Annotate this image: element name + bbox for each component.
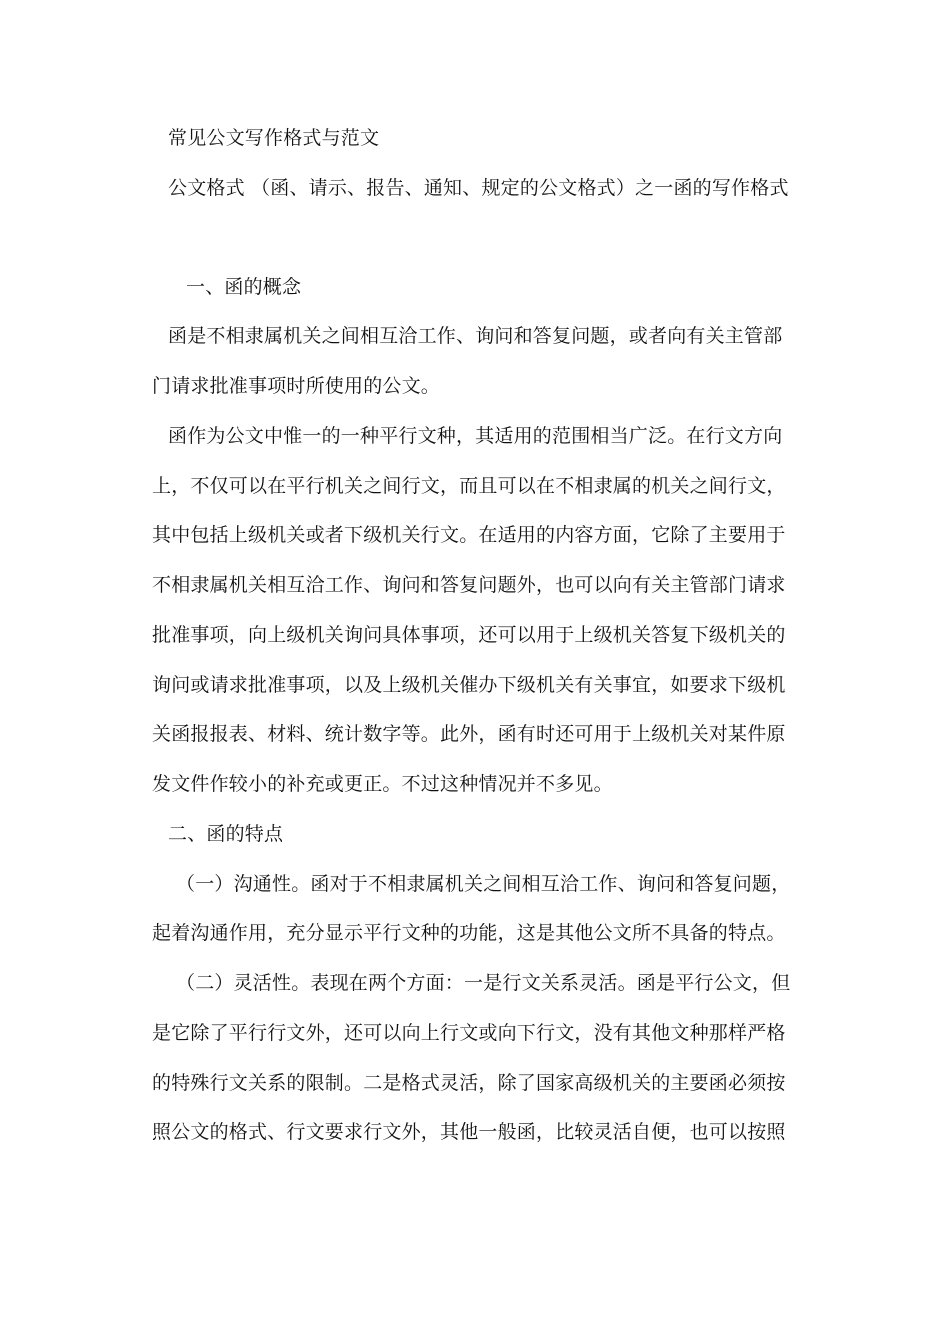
document-subtitle: 公文格式 （函、请示、报告、通知、规定的公文格式）之一函的写作格式 <box>168 177 789 199</box>
paragraph-line: 函是不相隶属机关之间相互洽工作、询问和答复问题，或者向有关主管部 <box>168 325 783 347</box>
paragraph-line: 发文件作较小的补充或更正。不过这种情况并不多见。 <box>152 773 613 795</box>
paragraph-line: 其中包括上级机关或者下级机关行文。在适用的内容方面，它除了主要用于 <box>152 524 786 546</box>
paragraph-line: 函作为公文中惟一的一种平行文种，其适用的范围相当广泛。在行文方向 <box>168 425 783 447</box>
paragraph-line: 批准事项，向上级机关询问具体事项，还可以用于上级机关答复下级机关的 <box>152 624 786 646</box>
section-heading-concept: 一、函的概念 <box>186 276 302 298</box>
paragraph-line: 询问或请求批准事项，以及上级机关催办下级机关有关事宜，如要求下级机 <box>152 674 786 696</box>
paragraph-line: 的特殊行文关系的限制。二是格式灵活，除了国家高级机关的主要函必须按 <box>152 1072 786 1094</box>
paragraph-line: 照公文的格式、行文要求行文外，其他一般函，比较灵活自便，也可以按照 <box>152 1121 786 1143</box>
paragraph-line: （一）沟通性。函对于不相隶属机关之间相互洽工作、询问和答复问题， <box>176 873 791 895</box>
paragraph-line: 起着沟通作用，充分显示平行文种的功能，这是其他公文所不具备的特点。 <box>152 922 786 944</box>
paragraph-line: 门请求批准事项时所使用的公文。 <box>152 375 441 397</box>
document-title: 常见公文写作格式与范文 <box>168 127 380 149</box>
paragraph-line: 不相隶属机关相互洽工作、询问和答复问题外，也可以向有关主管部门请求 <box>152 574 786 596</box>
paragraph-line: 关函报报表、材料、统计数字等。此外，函有时还可用于上级机关对某件原 <box>152 723 786 745</box>
paragraph-line: 是它除了平行行文外，还可以向上行文或向下行文，没有其他文种那样严格 <box>152 1022 786 1044</box>
paragraph-line: （二）灵活性。表现在两个方面：一是行文关系灵活。函是平行公文，但 <box>176 972 791 994</box>
section-heading-features: 二、函的特点 <box>168 823 284 845</box>
paragraph-line: 上，不仅可以在平行机关之间行文，而且可以在不相隶属的机关之间行文， <box>152 475 786 497</box>
